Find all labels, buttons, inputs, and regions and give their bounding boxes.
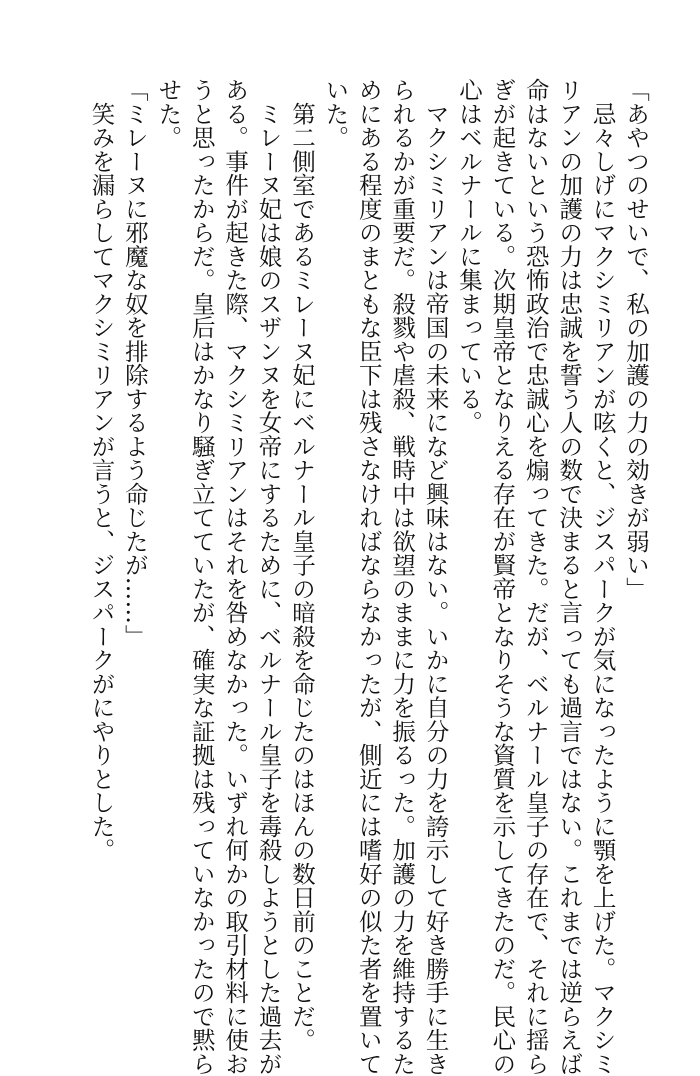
text-line-1: 「あやつのせいで、私の加護の力の効きが弱い」 [622, 78, 650, 601]
text-line-16: 「ミレーヌに邪魔な奴を排除するよう命じたが……」 [120, 78, 149, 648]
text-line-8: られるかが重要だ。殺戮や虐殺、戦時中は欲望のままに力を振るった。加護の力を維持するた [388, 78, 417, 1076]
text-line-12: ミレーヌ妃は娘のスザンヌを女帝にするために、ベルナール皇子を毒殺しようとした過去が [254, 78, 283, 1076]
text-line-14: うと思ったからだ。皇后はかなり騒ぎ立てていたが、確実な証拠は残っていなかったので黙ら [187, 78, 216, 1076]
text-line-5: ぎが起きている。次期皇帝となりえる存在が賢帝となりそうな資質を示してきたのだ。民心の [488, 78, 517, 1076]
vertical-text-body [84, 78, 652, 1076]
text-line-17: 笑みを漏らしてマクシミリアンが言うと、ジスパークがにやりとした。 [87, 78, 116, 862]
text-line-10: いた。 [321, 78, 350, 150]
text-line-2: 忌々しげにマクシミリアンが呟くと、ジスパークが気になったように顎を上げた。マクシミ [588, 78, 617, 1076]
text-line-13: ある。事件が起きた際、マクシミリアンはそれを咎めなかった。いずれ何かの取引材料に使お [221, 78, 250, 1076]
text-line-7: マクシミリアンは帝国の未来になど興味はない。いかに自分の力を誇示して好き勝手に生き [421, 78, 450, 1076]
text-line-4: 命はないという恐怖政治で忠誠心を煽ってきた。だが、ベルナール皇子の存在で、それに揺ら [521, 78, 550, 1076]
text-line-11: 第二側室であるミレーヌ妃にベルナール皇子の暗殺を命じたのはほんの数日前のことだ。 [287, 78, 316, 1052]
text-line-3: リアンの加護の力は忠誠を誓う人の数で決まると言っても過言ではない。これまでは逆らえば [555, 78, 584, 1076]
text-line-15: せた。 [154, 78, 183, 150]
text-line-9: めにある程度のまともな臣下は残さなければならなかったが、側近には嗜好の似た者を置いて [354, 78, 383, 1076]
text-line-6: 心はベルナールに集まっている。 [454, 78, 483, 435]
